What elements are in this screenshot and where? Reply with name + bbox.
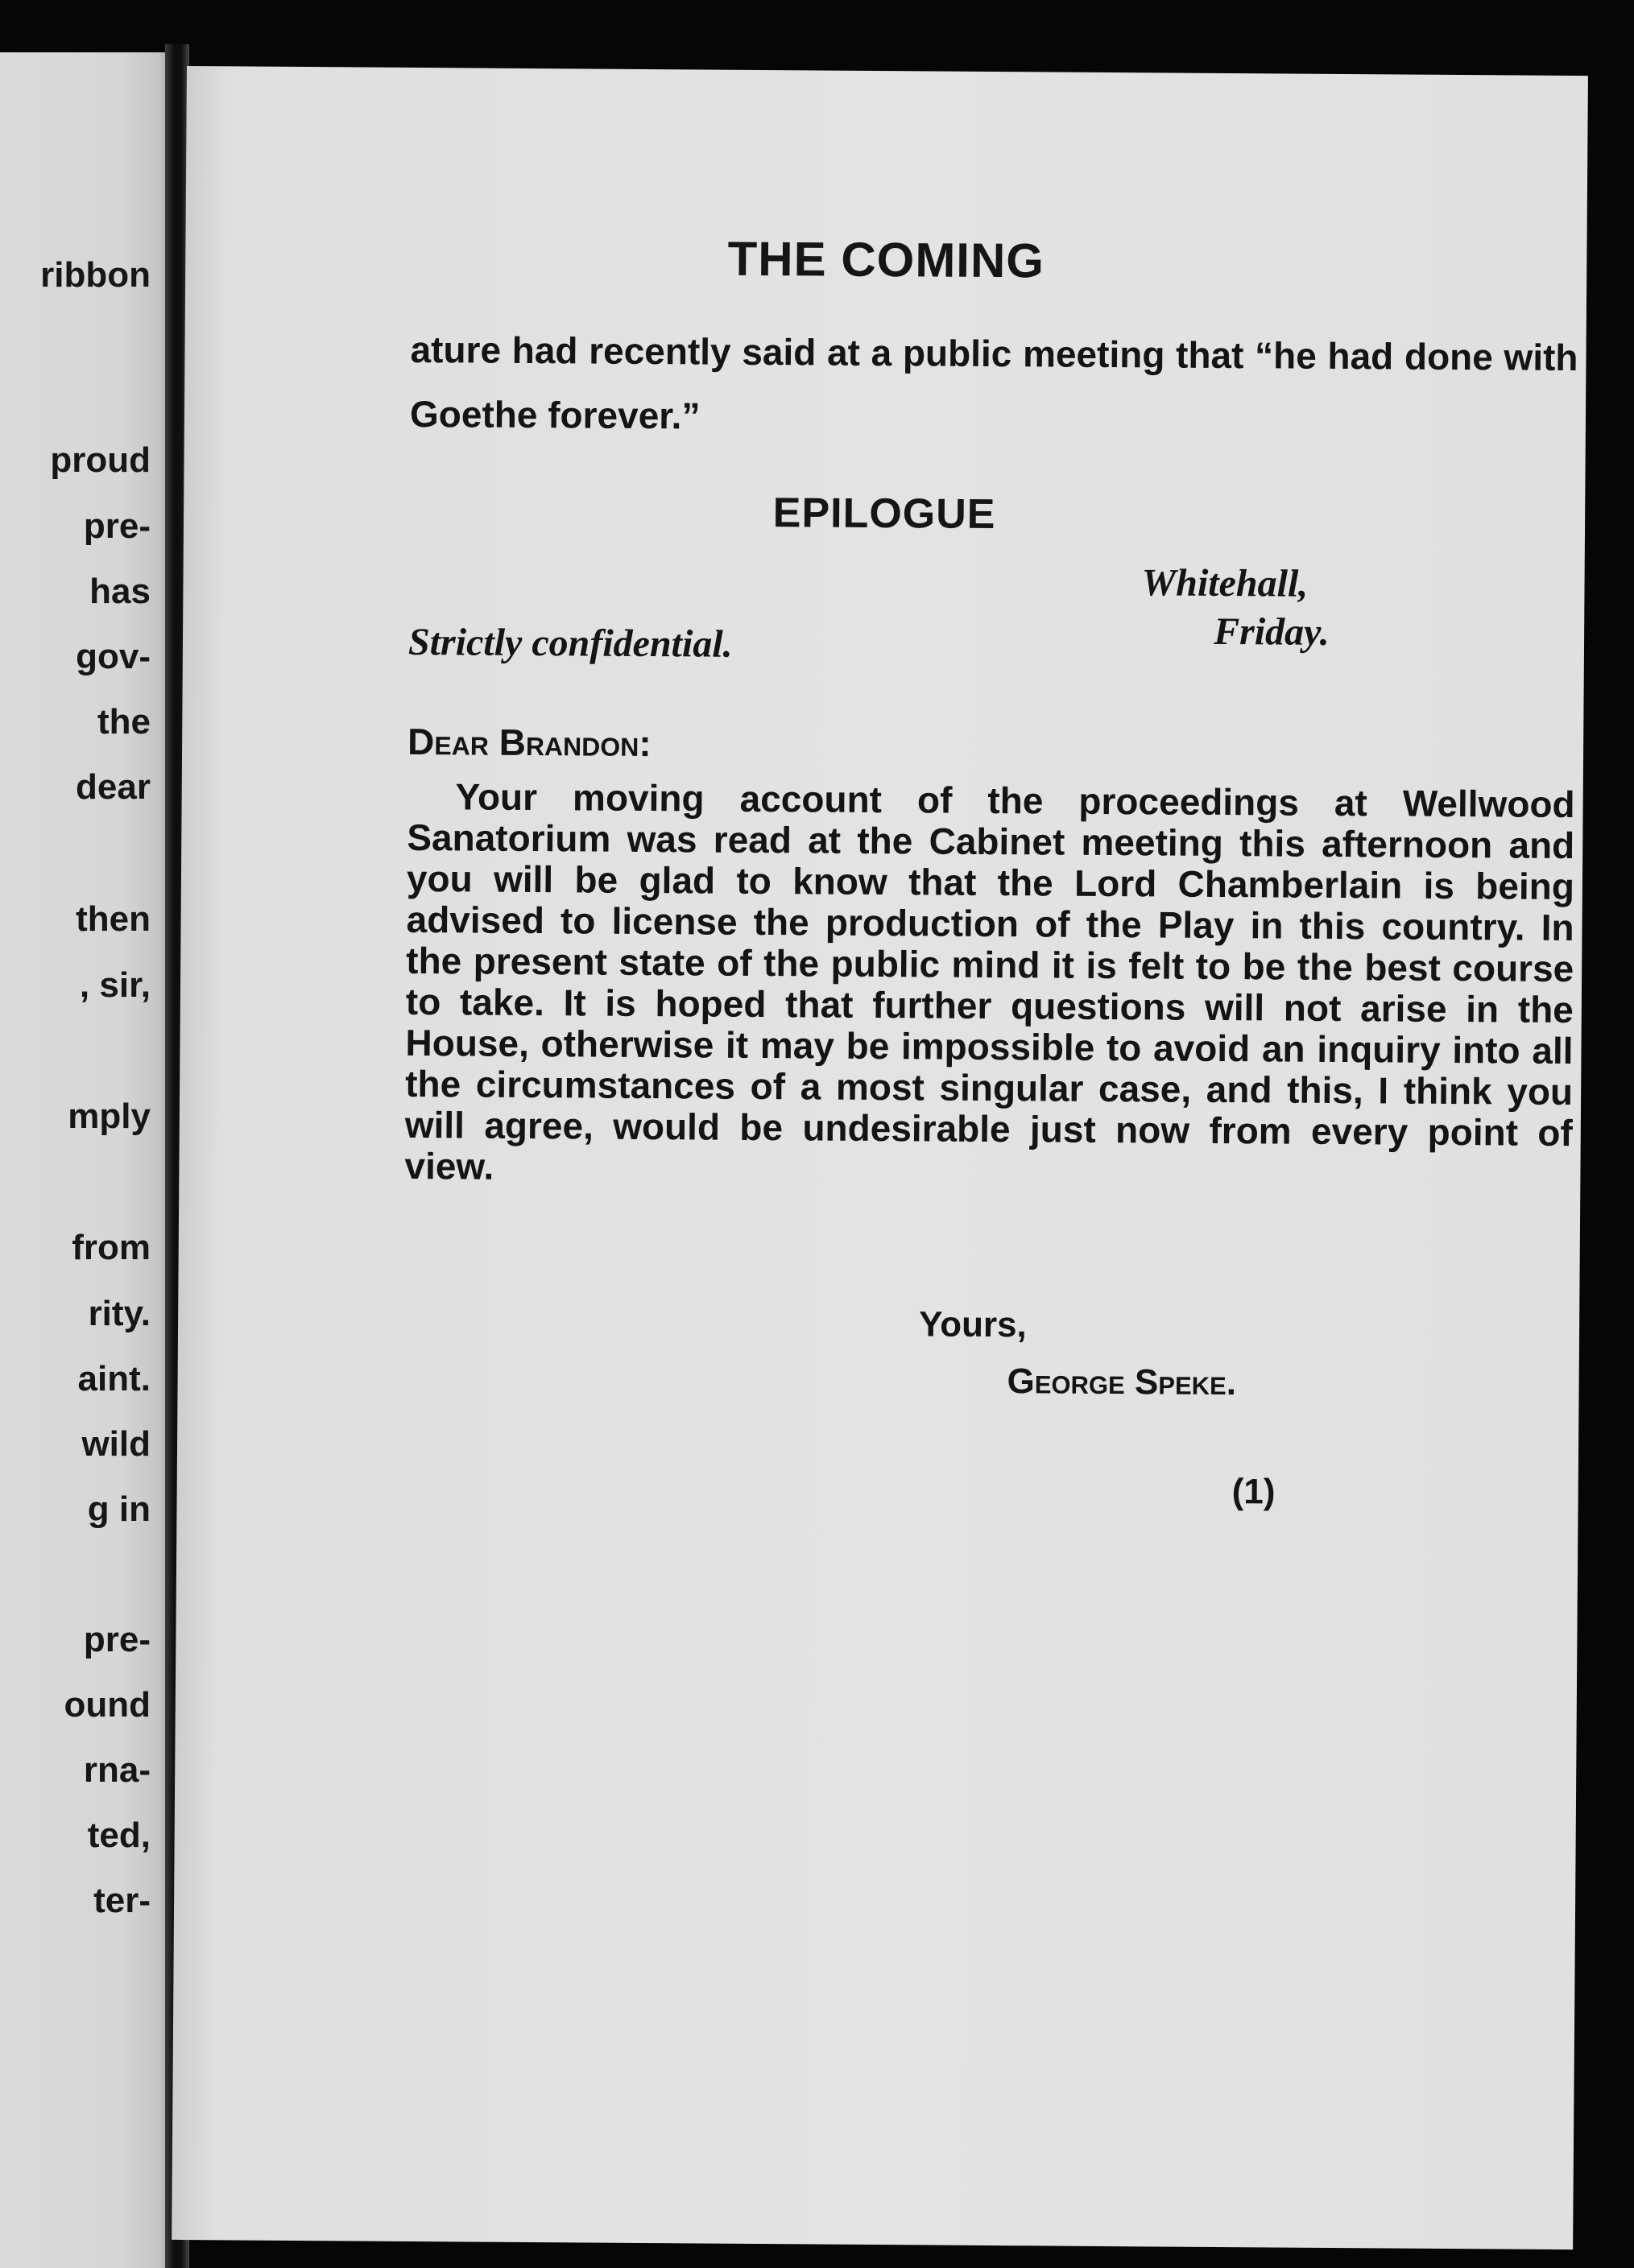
left-page-line-fragment: ound bbox=[64, 1685, 151, 1725]
carryover-paragraph: ature had recently said at a public meeting that “he had done with Goethe forever.” bbox=[409, 328, 1578, 437]
page-number: (1) bbox=[1231, 1472, 1276, 1512]
left-page-line-fragment: ribbon bbox=[40, 255, 151, 295]
left-page-line-fragment: aint. bbox=[77, 1359, 151, 1398]
left-page-line-fragment: , sir, bbox=[79, 965, 151, 1005]
letter-place: Whitehall, bbox=[1141, 561, 1309, 605]
left-page-line-fragment: g in bbox=[87, 1489, 151, 1529]
left-page-line-fragment: wild bbox=[81, 1424, 151, 1464]
letter-day: Friday. bbox=[1213, 609, 1330, 654]
left-page-line-fragment: then bbox=[76, 899, 151, 939]
left-page-line-fragment: mply bbox=[68, 1097, 151, 1136]
left-page-line-fragment: dear bbox=[76, 767, 151, 807]
left-page-line-fragment: proud bbox=[50, 440, 151, 480]
left-page-line-fragment: ted, bbox=[87, 1816, 151, 1855]
left-page-line-fragment: rity. bbox=[88, 1294, 151, 1333]
signature: George Speke. bbox=[1007, 1361, 1237, 1403]
left-page-line-fragment: has bbox=[89, 572, 151, 611]
confidential-marking: Strictly confidential. bbox=[407, 620, 733, 666]
left-page-line-fragment: pre- bbox=[83, 506, 151, 546]
left-page-line-fragment: rna- bbox=[83, 1750, 151, 1790]
left-page-line-fragment: pre- bbox=[83, 1620, 151, 1659]
letter-body: Your moving account of the proceedings at Wellwood Sanatorium was read at the Cabinet meeting this afternoon and you will be glad to know that the Lord Chamberlain is being advised to license the production of the Play in this country. In the present state of the public mind it is felt to be the best course to take. It is hoped that further questions will not arise in the House, otherwise it may be impossible to avoid an inquiry into all the circumstances of a most singular case, and this, I think you will agree, would be undesirable just now from every point of view. bbox=[404, 775, 1575, 1188]
running-title: THE COMING bbox=[727, 231, 1045, 288]
left-page-line-fragment: gov- bbox=[76, 637, 151, 676]
left-page-line-fragment: from bbox=[72, 1228, 151, 1267]
left-facing-page bbox=[0, 52, 173, 2268]
section-title: EPILOGUE bbox=[772, 490, 996, 539]
left-page-line-fragment: ter- bbox=[93, 1881, 151, 1920]
right-page bbox=[172, 66, 1588, 2249]
valediction: Yours, bbox=[918, 1304, 1027, 1345]
salutation: Dear Brandon: bbox=[407, 720, 652, 765]
left-page-line-fragment: the bbox=[97, 702, 151, 742]
